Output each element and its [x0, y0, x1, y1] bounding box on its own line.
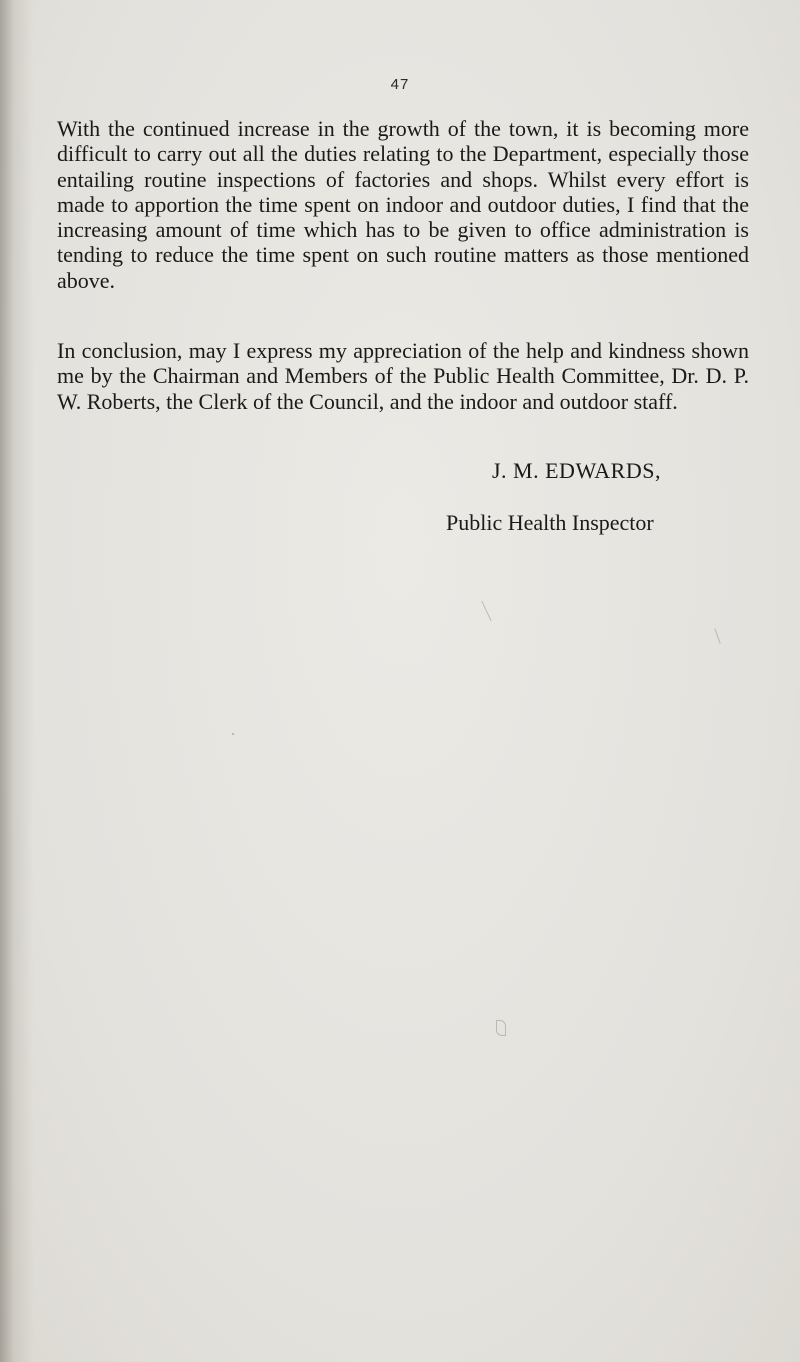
- paragraph-workload: With the continued increase in the growth of the town, it is becoming more difficult to carry out all the duties relating to the Department, especially those entailing routine inspections of factories and shops. Whilst every effort is made to apportion the time spent on indoor and outdoor duties, I find that the increasing amount of time which has to be given to office administration is tending to reduce the time spent on such routine matters as those mentioned above.: [57, 116, 749, 293]
- scan-mark: [232, 733, 234, 735]
- scan-mark: [481, 601, 491, 621]
- signature-name: J. M. EDWARDS,: [492, 458, 661, 483]
- paragraph-conclusion: In conclusion, may I express my appreciation of the help and kindness shown me by the Chairman and Members of the Public Health Committee, Dr. D. P. W. Roberts, the Clerk of the Council, and the indoor and outdoor staff.: [57, 338, 749, 414]
- page-number: 47: [390, 76, 410, 93]
- signature-title: Public Health Inspector: [446, 510, 654, 535]
- scan-mark: [714, 628, 720, 643]
- scan-mark: [496, 1020, 506, 1036]
